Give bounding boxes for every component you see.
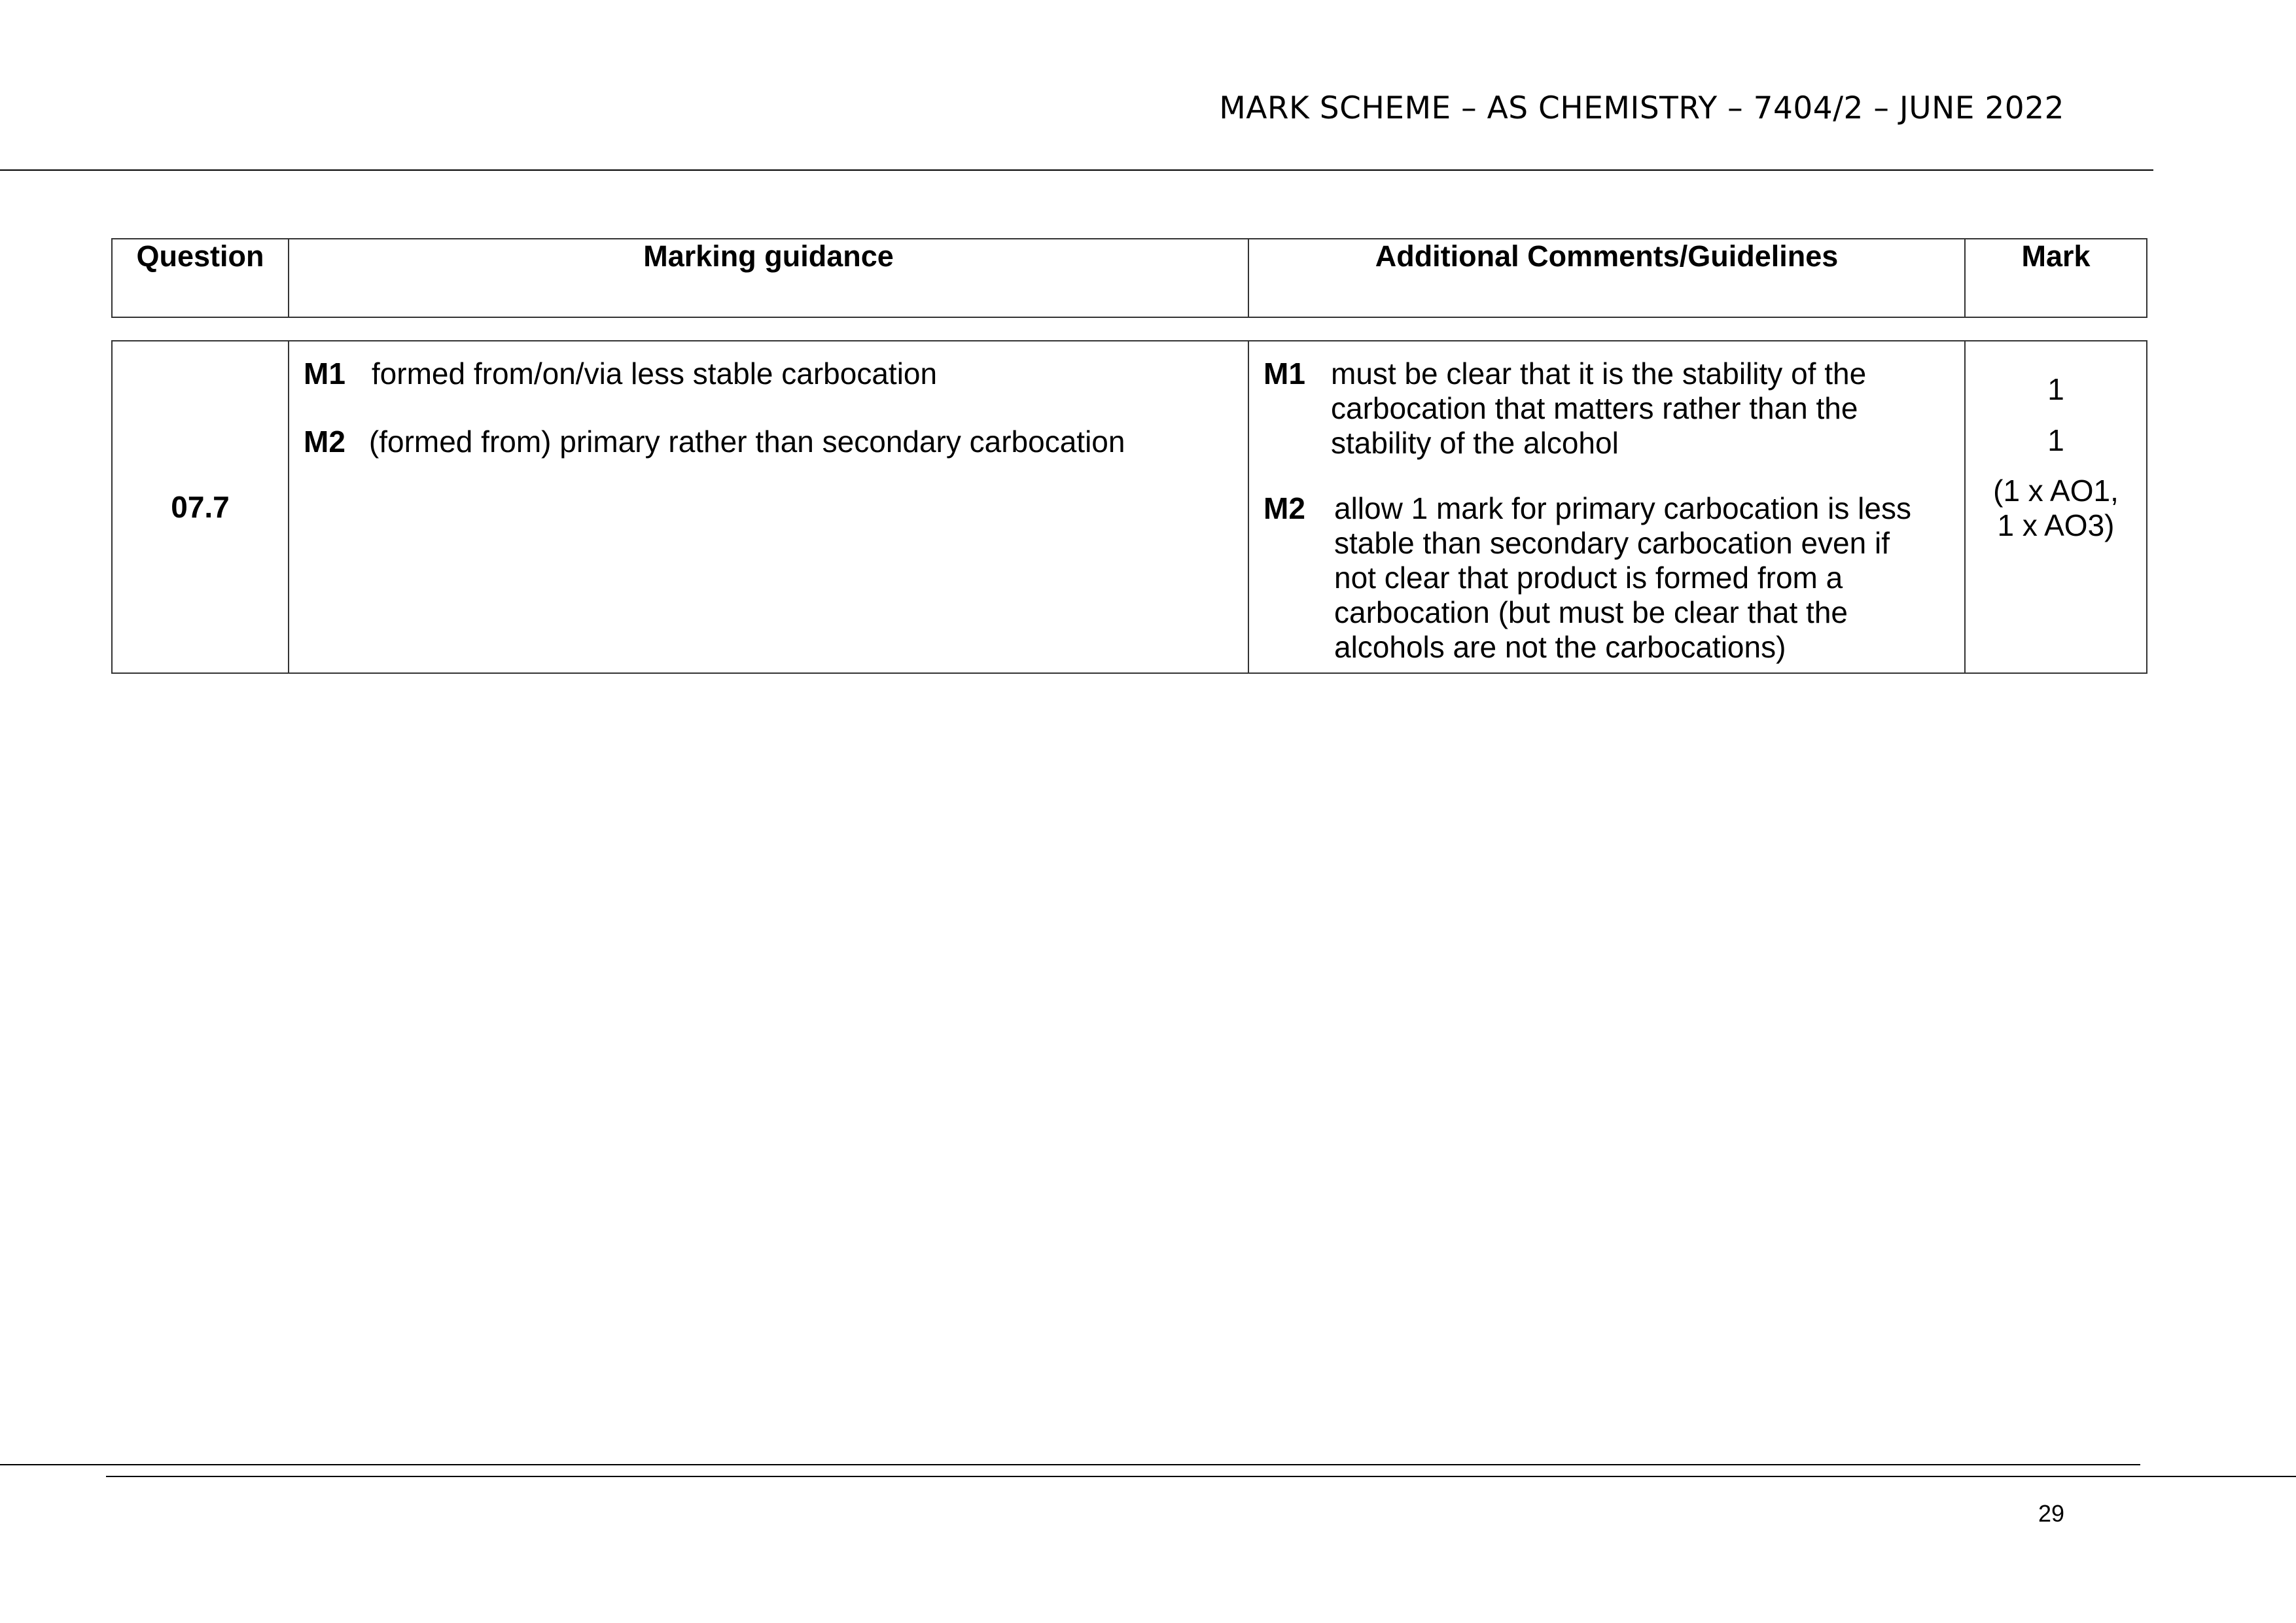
footer-rule xyxy=(0,1464,2140,1465)
question-number: 07.7 xyxy=(112,341,289,673)
comment-m1-line: must be clear that it is the stability of the xyxy=(1331,357,1867,391)
mark-m2: 1 xyxy=(2047,423,2064,457)
mark-cell xyxy=(1965,341,2147,673)
mark-m1: 1 xyxy=(2047,372,2064,406)
column-header-marking-guidance: Marking guidance xyxy=(289,239,1248,317)
marking-guidance-cell xyxy=(289,341,1248,673)
guidance-m1-text: formed from/on/via less stable carbocation xyxy=(371,357,938,391)
answer-row-table xyxy=(111,340,2147,674)
header-rule xyxy=(0,169,2153,171)
guidance-m2-text: (formed from) primary rather than secondary carbocation xyxy=(368,425,1125,459)
comment-m1-line: stability of the alcohol xyxy=(1331,426,1619,460)
comment-m1-tag: M1 xyxy=(1263,357,1305,391)
guidance-m2 xyxy=(304,427,1125,457)
footer-rule xyxy=(106,1476,2296,1477)
comment-m2-line: not clear that product is formed from a xyxy=(1334,561,1843,595)
assessment-objective-2: 1 x AO3) xyxy=(1997,508,2115,542)
comment-m2-line: stable than secondary carbocation even if xyxy=(1334,526,1890,560)
table-row xyxy=(112,341,2147,673)
guidance-m2-tag: M2 xyxy=(304,425,345,459)
column-header-question: Question xyxy=(112,239,289,317)
guidance-m1 xyxy=(304,358,937,389)
comment-m2-tag: M2 xyxy=(1263,491,1305,525)
column-header-additional-comments: Additional Comments/Guidelines xyxy=(1248,239,1965,317)
assessment-objective-1: (1 x AO1, xyxy=(1993,474,2119,508)
comment-m2-line: allow 1 mark for primary carbocation is less xyxy=(1334,491,1911,525)
comment-m2-line: alcohols are not the carbocations) xyxy=(1334,630,1786,664)
comment-m1-line: carbocation that matters rather than the xyxy=(1331,391,1858,425)
column-header-table xyxy=(111,238,2147,318)
comment-m2-line: carbocation (but must be clear that the xyxy=(1334,595,1848,629)
page-header-title: MARK SCHEME – AS CHEMISTRY – 7404/2 – JUNE 2022 xyxy=(1219,90,2064,126)
column-header-mark: Mark xyxy=(1965,239,2147,317)
guidance-m1-tag: M1 xyxy=(304,357,345,391)
additional-comments-cell xyxy=(1248,341,1965,673)
page-number: 29 xyxy=(2038,1500,2065,1527)
